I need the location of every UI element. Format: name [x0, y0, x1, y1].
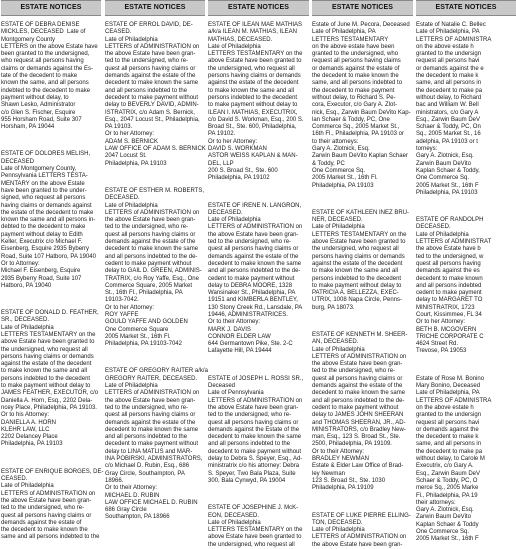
column-header: ESTATE NOTICES — [312, 0, 413, 16]
column-header: ESTATE NOTICES — [208, 0, 309, 16]
estate-notice: Estate of Rose M. Bonino Mary Bonino, Deceased Late of Philadelphia, PA LETTERS OF ADMINISTRA on the above estate h granted to the undersign request all persons havi or demands against the the decedent to make k same, and all persons in the decedent to make pa without delay, to Carole M Executrix, c/o Gary A. Esq., Zarwin Baum DeV Schaer & Toddy, PC, O merce Sq., 2005 Marke Fl., Philadelphia, PA 19 their attorneys: Gary A. Zlotnick, Esq. Zarwin Baum DeVito Kaplan Schaer & Toddy One Commerce Sq. 2005 Market St., 16th F — [416, 375, 492, 543]
estate-notice: Estate of Natalie C. Bellec Late of Philadelphia, PA LETTERS OF ADMINISTRA on the above estate h granted to the undersign request all persons havi or demands against the e the decedent to make k same, and all persons in the decedent to make pa without delay, to Richard bac and William W. Bell ministrators, c/o Gary A Esq., Zarwin Baum DeV Schaer & Toddy, PC, On Sq., 2005 Market St., 16 adelphia, PA 19103 or t torneys: Gary A. Zlotnick, Esq. Zarwin Baum DeVito Kaplan Schaer & Toddy, One Commerce Sq. 2005 Market St., 16th F Philadelphia, PA 19103 — [416, 22, 492, 196]
estate-notice: ESTATE OF ENRIQUE BORGES, DE- CEASED. Late of Philadelphia LETTERS of ADMINISTRATION on the above Estate have been gran- ted to the undersigned, who re- quest all persons having claims or demands against the estate of the decedent to make known the same and all persons indebted to the — [1, 468, 104, 541]
estate-notice: ESTATE OF RANDOLPH DECEASED. Late of Philadelphia LETTERS of ADMINISTRAT the above Estate have b ted to the undersigned, w quest all persons having demands against the es decedent to make known and all persons indebted cedent to make payment delay to MARGARET TO MINISTRATRIX, 1723 Court, Kissimmee, FL 34 Or to her Attorney: BETH B. MCGOVERN TRICHE CORPORATE C 4624 Street Rd. Trevose, PA 19053 — [416, 217, 492, 355]
column-2 — [105, 0, 208, 521]
estate-notice: ESTATE OF DOLORES MELISH, DECEASED Late of Montgomery County, Pennsylvania LETTERS TESTA- MENTARY on the above Estate have been granted to the under- signed, who request all persons having claims or demands against the estate of the decedent to make known the same and all persons in- debted to the decedent to make payment without delay to Edith Keller, Executrix c/o Michael F. Eisenberg, Esquire 2935 Byberry Road, Suite 107 Hatboro, PA 19040 Or to Attorney: Michael F. Eisenberg, Esquire 2935 Byberry Road, Suite 107 Hatboro, PA 19040 — [1, 151, 96, 289]
estate-notice: ESTATE OF JOSEPHINE J. McK- EON, DECEASED. Late of Philadelphia LETTERS TESTAMENTARY on the above Estate have been granted to the undersigned, who request all — [208, 505, 303, 548]
estate-notice: ESTATE OF DONALD D. FEATHER, SR., DECEASED. Late of Philadelphia LETTERS TESTAMENTARY on the above Estate have been granted to the undersigned, who request all persons having claims or demands against the estate of the decedent to make known the same and all persons indebted to the decedent to make payment without delay to JAMES FEATHER, EXECUTOR, c/o Daniella A. Horn, Esq., 2202 Dela- ncey Place, Philadelphia, PA 19103. Or to his Attorney: DANIELLA A. HORN KLEHR LAW, LLC 2202 Delancey Place Philadelphia, PA 19103 — [1, 310, 99, 448]
estate-notice: ESTATE OF LUKE PIERRE ELLING- TON, DECEASED. Late of Philadelphia LETTERS of ADMINISTRATION on the above Estate have been gran- — [312, 512, 411, 548]
column-header: ESTATE NOTICES — [416, 0, 516, 16]
estate-notice: ESTATE OF KENNETH M. SHEER- AN, DECEASED. Late of Philadelphia LETTERS of ADMINISTRATION on the above Estate have been gran- ted to the undersigned, who re- quest all persons having claims or demands against the estate of the decedent to make known the same and all persons indebted to the de- cedent to make payment without delay to JAMES JOHN SHEERAN and THOMAS SHEERAN, JR., AD- MINISTRATORS, c/o Bradley New- man, Esq., 123 S. Broad St., Ste. 2500, Philadelphia, PA 19109. Or to their Attorney: BRADLEY NEWMAN Estate & Elder Law Office of Brad- ley Newman 123 S. Broad St., Ste. 1030 Philadelphia, PA 19109 — [312, 331, 408, 492]
estate-notice: ESTATE of JOSEPH L. ROSSI SR., Deceased Late of Pennsylvania LETTERS of ADMINISTRATION on the above Estate have been gran- ted to the undersigned, who re- quest all persons having claims or demands against the Estate of the decedent to make known the same and all persons indebted to the decedent to make payment without delay to Debra S. Speyer, Esq., Ad- ministratrix c/o his attorney: Debra S. Speyer, Two Bala Plaza, Suite 300, Bala Cynwyd, PA 19004 — [208, 375, 304, 484]
estate-notice: ESTATE OF KATHLEEN INEZ BRU- NER, DECEASED. Late of Philadelphia LETTERS TESTAMENTARY on the above Estate have been granted to the undersigned, who request all persons having claims or demands against the estate of the decedent to make known the same and all persons indebted to the decedent to make payment without delay to PATRICIA A. BELLEZZA, EXEC- UTRIX, 1008 Napa Circle, Penns- burg, PA 18073. — [312, 209, 410, 311]
column-1 — [1, 0, 104, 541]
estate-notice: ESTATE OF ERROL DAVID, DE- CEASED. Late of Philadelphia LETTERS of ADMINISTRATION on the above Estate have been gran- ted to the undersigned, who re- quest all persons having claims or demands against the estate of the decedent to make known the same and all persons indebted to the decedent to make payment without delay to BEVERLY DAVID, ADMIN- ISTRATRIX, c/o Adam S. Bernick, Esq., 2047 Locust St., Philadelphia, PA 19103. Or to her Attorney: ADAM S. BERNICK LAW OFFICE OF ADAM S. BERNICK 2047 Locust St. Philadelphia, PA 19103 — [105, 22, 206, 167]
column-header: ESTATE NOTICES — [105, 0, 205, 16]
estate-notice: ESTATE OF ILEAN MAE MATHIAS a/k/a ILEAN M. MATHIAS, ILEAN MATHIAS, DECEASED. Late of Philadelphia LETTERS TESTAMENTARY on the above Estate have been granted to the undersigned, who request all persons having claims or demands against the estate of the decedent to make known the same and all persons indebted to the decedent to make payment without delay to ILEAN I. MATHIAS, EXECUTRIX, c/o David S. Workman, Esq., 200 S. Broad St., Ste. 600, Philadelphia, PA 19102. Or to her Attorney: DAVID S. WORKMAN ASTOR WEISS KAPLAN & MAN- DEL, LLP 200 S. Broad St., Ste. 600 Philadelphia, PA 19102 — [208, 22, 304, 182]
column-4 — [312, 0, 413, 548]
estate-notice: Estate of June M. Pecora, Deceased Late of Philadelphia, PA LETTERS TESTAMENTARY on the above estate have been granted to the undersigned, who request all persons having claims or demands against the estate of the decedent to make known the same, and all persons indebted to the decedent to make payment without delay, to Richard S. Pe- cora, Executor, c/o Gary A. Zlot- nick, Esq., Zarwin Baum DeVito Kap- lan Schaer & Toddy, PC, One Commerce Sq., 2005 Market St., 16th Fl., Philadelphia, PA 19103 or to their attorneys: Gary A. Zlotnick, Esq. Zarwin Baum DeVito Kaplan Schaer & Toddy, PC One Commerce Sq. 2005 Market St., 16th Fl. Philadelphia, PA 19103 — [312, 22, 411, 189]
estate-notice: ESTATE OF DEBRA DENISE MICKLES, DECEASED Late of Montgomery County LETTERS on the above Estate have been granted to the undersigned, who request all persons having claims or demands against the Es- tate of the decedent to make known the same, and all persons indebted to the decedent to make payment without delay, to Shawn Lesko, Administrator c/o Glen S. Fischer, Esquire 955 Horsham Road, Suite 307 Horsham, PA 19044 — [1, 22, 98, 131]
estate-notice: ESTATE OF ESTHER M. ROBERTS, DECEASED. Late of Philadelphia LETTERS of ADMINISTRATION on the above Estate have been gran- ted to the undersigned, who re- quest all persons having claims or demands against the estate of the decedent to make known the same and all persons indebted to the de- cedent to make payment without delay to GAIL D. GREEN, ADMINIS- TRATRIX, c/o Roy Yaffe, Esq., One Commerce Square, 2005 Market St., 16th Fl., Philadelphia, PA 19103-7042. Or to her Attorney: ROY YAFFE GOULD YAFFE AND GOLDEN One Commerce Square 2005 Market St., 16th Fl. Philadelphia, PA 19103-7042 — [105, 187, 205, 348]
estate-notice: ESTATE OF IRENE N. LANGRON, DECEASED. Late of Philadelphia LETTERS of ADMINISTRATION on the above Estate have been gran- ted to the undersigned, who re- quest all persons having claims or demands against the estate of the decedent to make known the same and all persons indebted to the de- cedent to make payment without delay to DEBRA MOORE, 1328 Wansinaker St., Philadelphia, PA 19151 and KIMBERLA BENTLEY, 130 Stony Creek Rd., Lansdale, PA 19446, ADMINISTRATRICES. Or to their Attorney: MARK J. DAVIS CONNOR ELDER LAW 644 Germantown Pike, Ste. 2-C Lafayette Hill, PA 19444 — [208, 202, 303, 355]
column-5 — [416, 0, 516, 543]
column-header: ESTATE NOTICES — [1, 0, 101, 16]
column-3 — [208, 0, 309, 548]
estate-notice: ESTATE OF GREGORY RAITER a/k/a GREGORY RAITER, DECEASED. Late of Philadelphia LETTERS of ADMINISTRATION on the above Estate have been gran- ted to the undersigned, who re- quest all persons having claims or demands against the estate of the decedent to make known the same and all persons indebted to the decedent to make payment without delay to LINA MATLIS and MAR- INA POBIRSKI, ADMINISTRATORS, c/o Michael D. Rubin, Esq., 686 Gray Circle, Southampton, PA 18966. Or to their Attorney: MICHAEL D. RUBIN LAW OFFICE MICHAEL D. RUBIN 686 Gray Circle Southampton, PA 18966 — [105, 368, 208, 521]
